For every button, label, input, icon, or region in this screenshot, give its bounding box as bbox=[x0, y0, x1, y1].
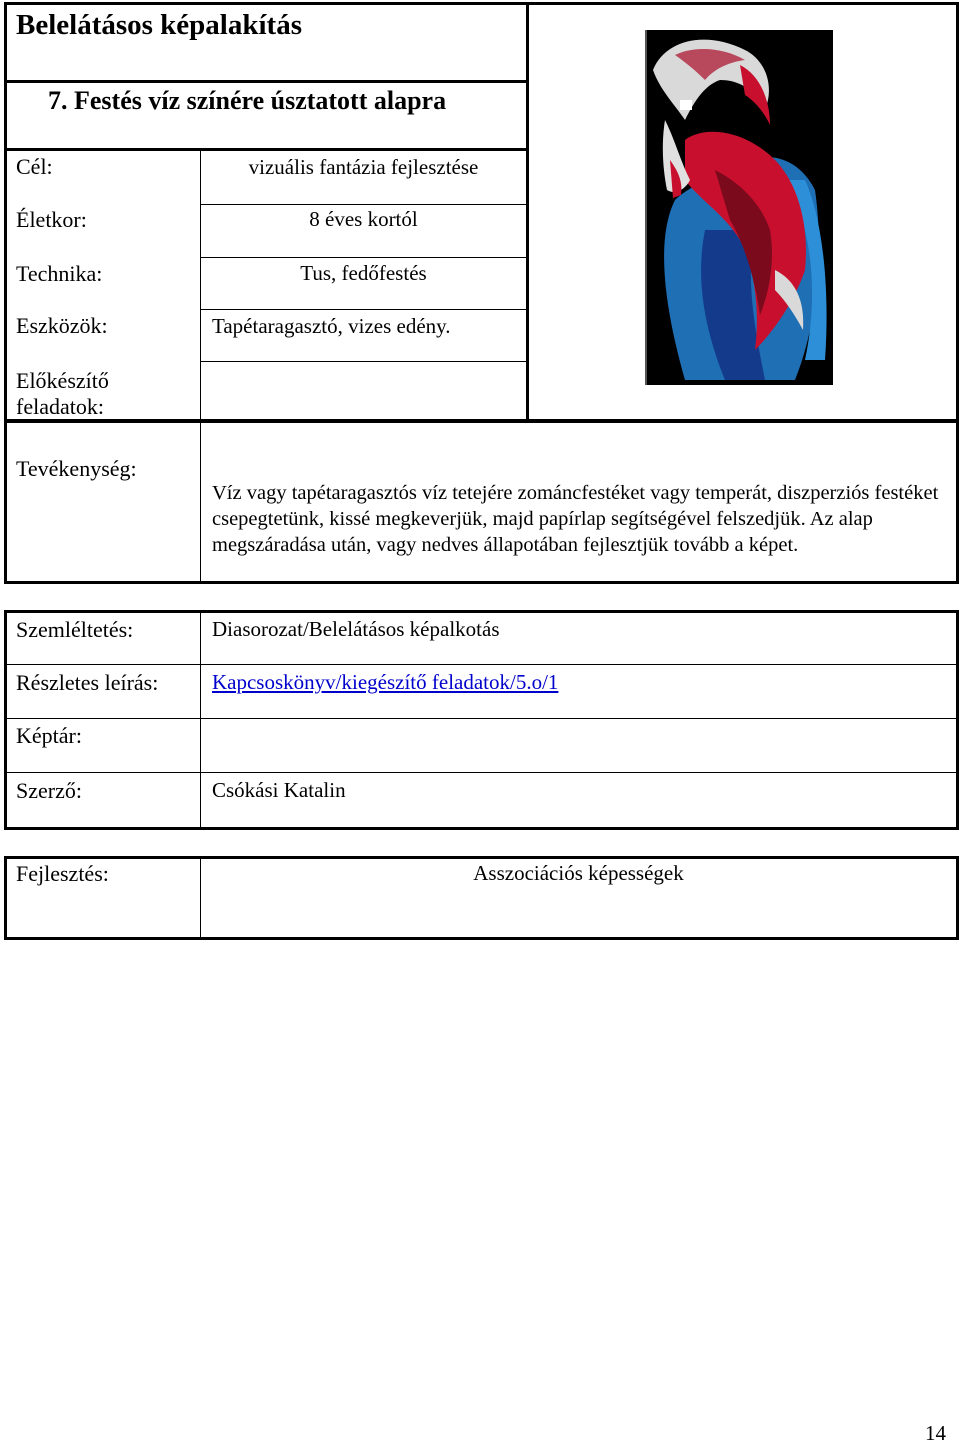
activity-description: Víz vagy tapétaragasztós víz tetejére zománcfestéket vagy temperát, diszperziós festéket csepegtetünk, kissé megkeverjük, majd papírlap segítségével felszedjük. Az alap megszáradása után, vagy nedves állapotában fejlesztjük tovább a képet. bbox=[212, 482, 939, 556]
label-detailed-description: Részletes leírás: bbox=[16, 670, 159, 695]
label-illustration: Szemléltetés: bbox=[16, 617, 134, 642]
label-activity: Tevékenység: bbox=[16, 456, 137, 481]
label-goal: Cél: bbox=[16, 154, 53, 179]
label-technique: Technika: bbox=[16, 261, 103, 286]
abstract-painting-image bbox=[645, 30, 833, 385]
value-development: Asszociációs képességek bbox=[473, 861, 684, 885]
label-gallery: Képtár: bbox=[16, 723, 82, 748]
label-preparation: Előkészítő feladatok: bbox=[16, 368, 109, 419]
value-tools: Tapétaragasztó, vizes edény. bbox=[212, 314, 451, 338]
value-technique: Tus, fedőfestés bbox=[300, 261, 427, 285]
artwork-image bbox=[645, 30, 833, 385]
label-tools: Eszközök: bbox=[16, 313, 108, 338]
section-title: 7. Festés víz színére úsztatott alapra bbox=[48, 86, 447, 115]
label-age: Életkor: bbox=[16, 207, 87, 232]
page-number: 14 bbox=[925, 1421, 946, 1445]
details-table bbox=[4, 610, 959, 830]
value-author: Csókási Katalin bbox=[212, 778, 346, 802]
label-author: Szerző: bbox=[16, 778, 82, 803]
page-title: Belelátásos képalakítás bbox=[16, 9, 302, 41]
value-illustration: Diasorozat/Belelátásos képalkotás bbox=[212, 617, 500, 641]
detailed-description-link[interactable]: Kapcsoskönyv/kiegészítő feladatok/5.o/1 bbox=[212, 670, 559, 694]
value-goal: vizuális fantázia fejlesztése bbox=[248, 155, 479, 179]
label-development: Fejlesztés: bbox=[16, 861, 109, 886]
value-age: 8 éves kortól bbox=[309, 207, 418, 231]
